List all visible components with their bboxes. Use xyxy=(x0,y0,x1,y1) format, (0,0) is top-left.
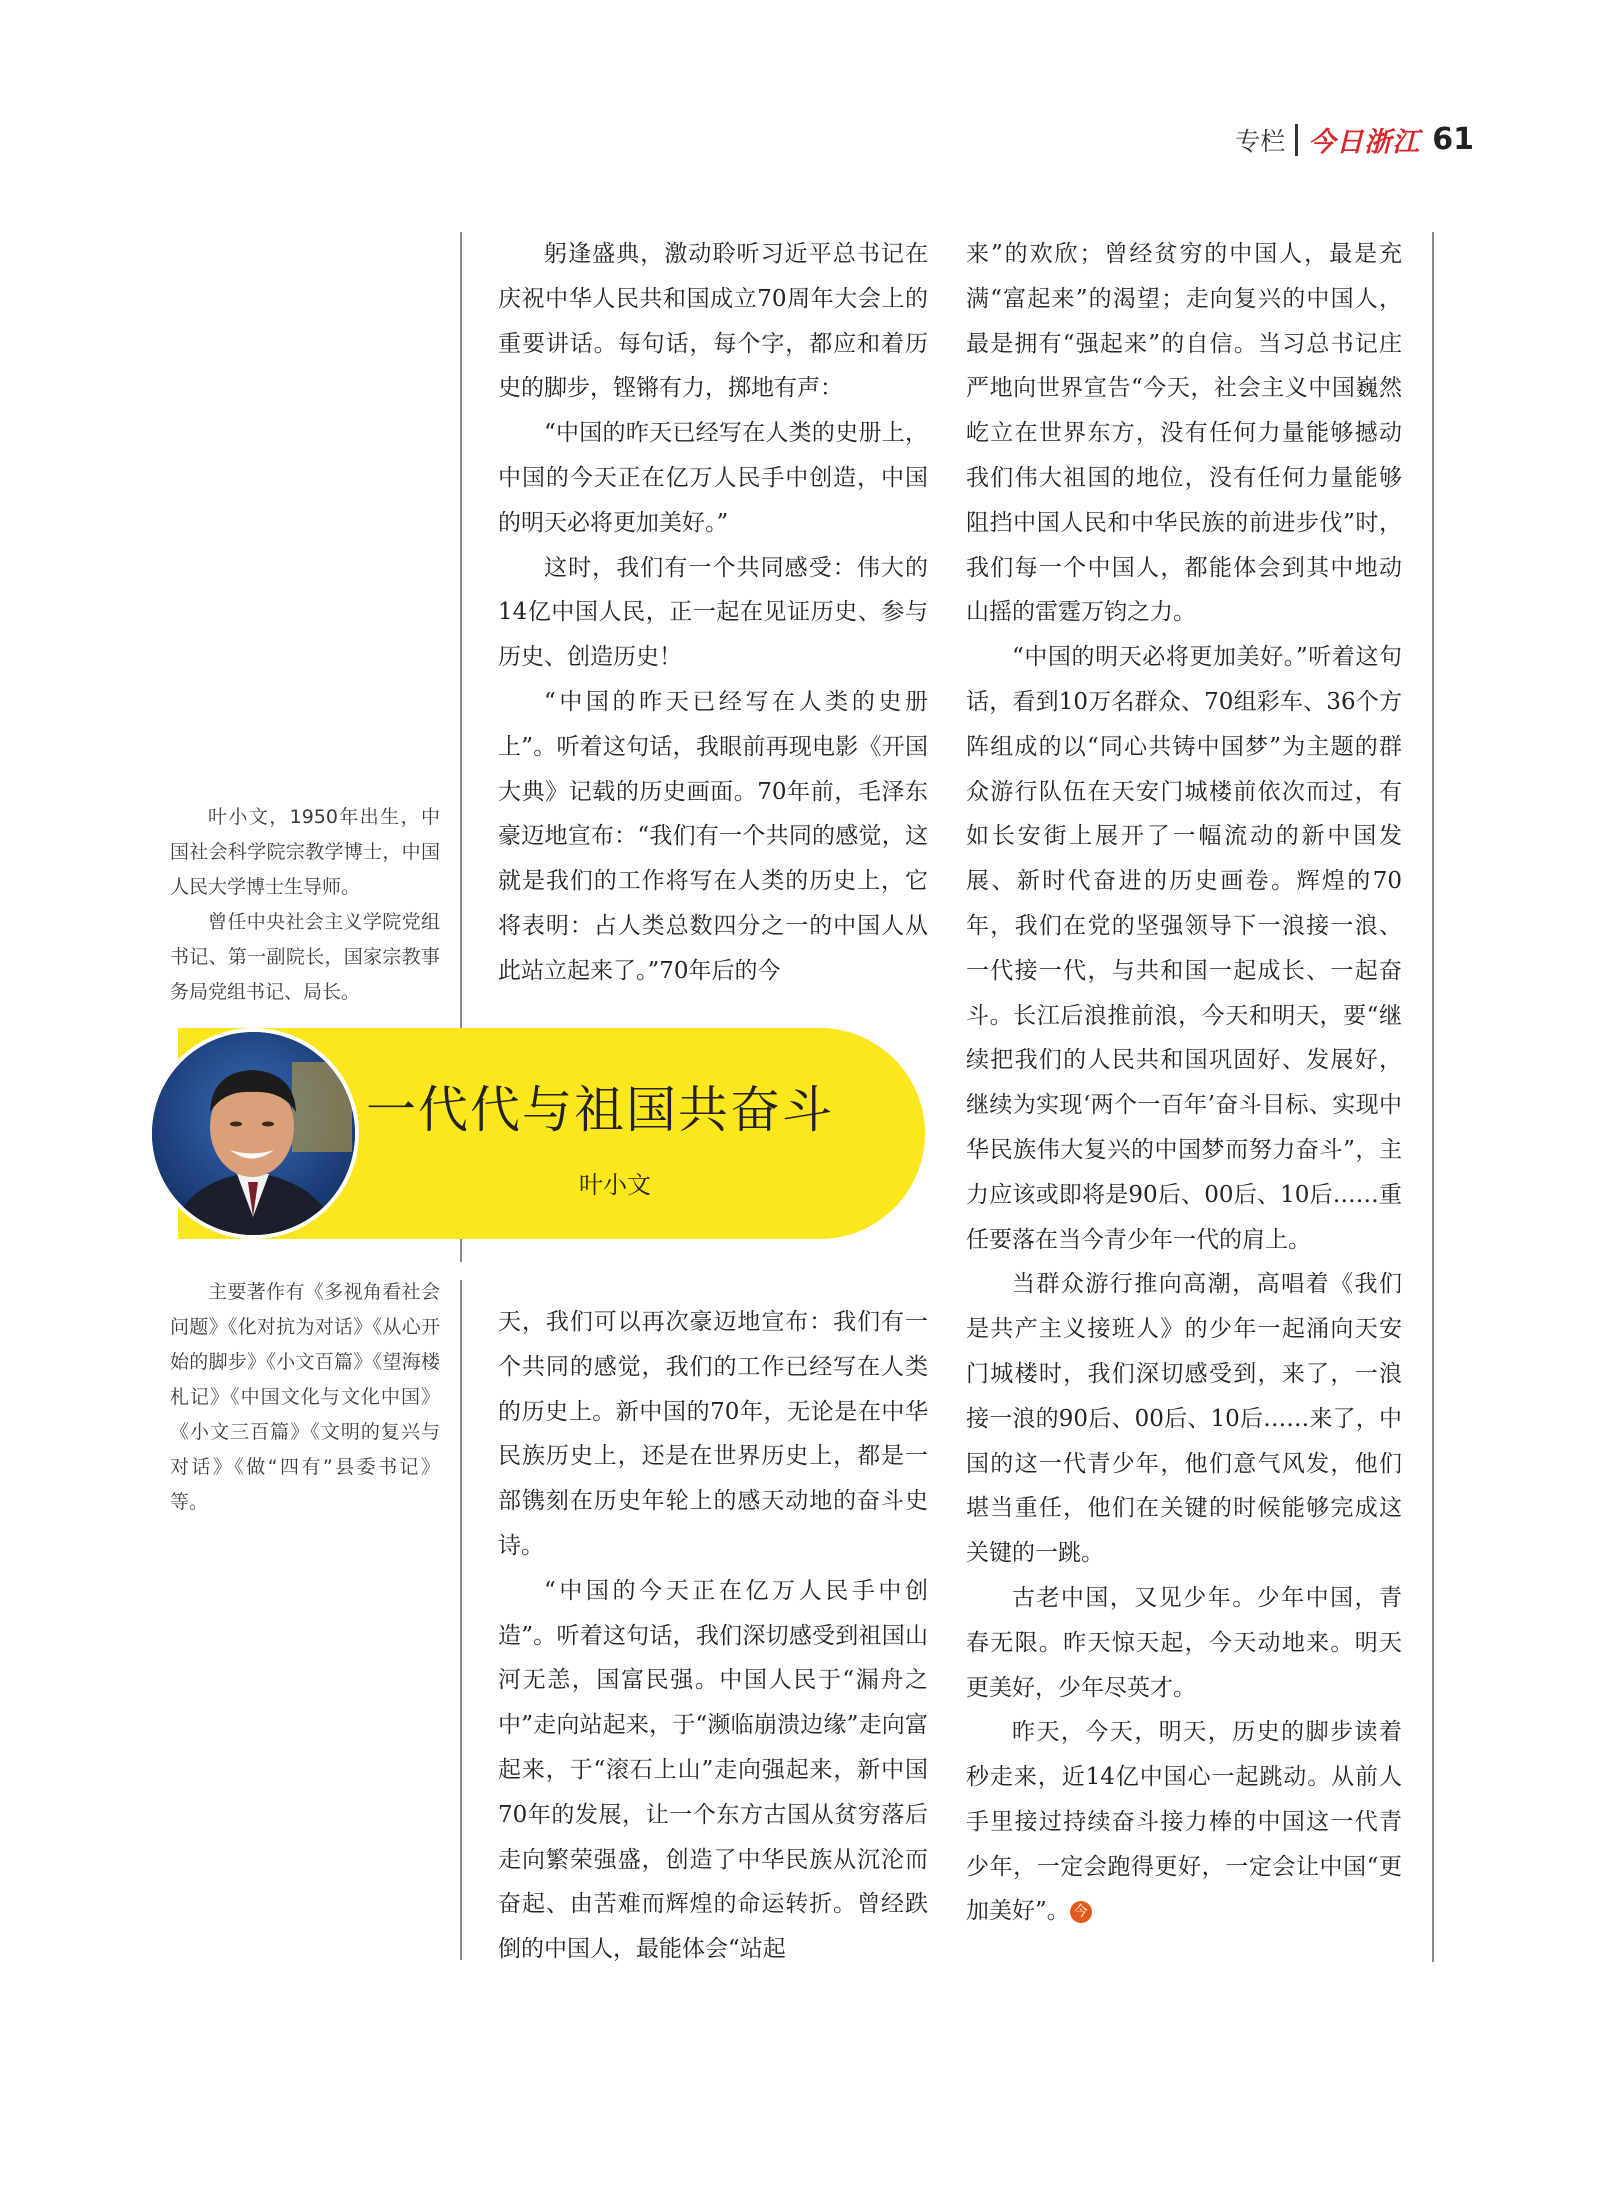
body-column-1 xyxy=(498,232,928,992)
paragraph: 这时，我们有一个共同感受：伟大的14亿中国人民，正一起在见证历史、参与历史、创造历史！ xyxy=(498,554,928,671)
paragraph: “中国的昨天已经写在人类的史册上”。听着这句话，我眼前再现电影《开国大典》记载的历史画面。70年前，毛泽东豪迈地宣布：“我们有一个共同的感觉，这就是我们的工作将写在人类的历史上，它将表明：占人类总数四分之一的中国人从此站立起来了。”70年后的今 xyxy=(498,688,928,984)
page-header xyxy=(1235,120,1474,159)
paragraph: 古老中国，又见少年。少年中国，青春无限。昨天惊天起，今天动地来。明天更美好，少年尽英才。 xyxy=(966,1584,1402,1701)
paragraph: 天，我们可以再次豪迈地宣布：我们有一个共同的感觉，我们的工作已经写在人类的历史上。新中国的70年，无论是在中华民族历史上，还是在世界历史上，都是一部镌刻在历史年轮上的感天动地的奋斗史诗。 xyxy=(498,1309,928,1559)
magazine-logo: 今日浙江 xyxy=(1308,127,1421,158)
paragraph: 当群众游行推向高潮，高唱着《我们是共产主义接班人》的少年一起涌向天安门城楼时，我们深切感受到，来了，一浪接一浪的90后、00后、10后……来了，中国的这一代青少年，他们意气风发，他们堪当重任，他们在关键的时候能够完成这关键的一跳。 xyxy=(966,1271,1402,1567)
author-portrait-image xyxy=(152,1032,355,1235)
body-column-2 xyxy=(498,1300,928,1990)
page-number: 61 xyxy=(1432,122,1474,157)
author-photo xyxy=(148,1028,359,1239)
paragraph: “中国的今天正在亿万人民手中创造”。听着这句话，我们深切感受到祖国山河无恙，国富民强。中国人民于“漏舟之中”走向站起来，于“濒临崩溃边缘”走向富起来，于“滚石上山”走向强起来，新中国70年的发展，让一个东方古国从贫穷落后走向繁荣强盛，创造了中华民族从沉沦而奋起、由苦难而辉煌的命运转折。曾经跌倒的中国人，最能体会“站起 xyxy=(498,1577,928,1963)
paragraph xyxy=(966,1710,1402,1934)
author-bio-top xyxy=(170,800,440,1010)
header-divider xyxy=(1295,124,1298,156)
column-rule-left-lower xyxy=(460,1280,462,1960)
article-author: 叶小文 xyxy=(579,1171,651,1199)
body-column-3 xyxy=(966,232,1402,1992)
bio-paragraph: 曾任中央社会主义学院党组书记、第一副院长，国家宗教事务局党组书记、局长。 xyxy=(170,911,440,1003)
section-label: 专栏 xyxy=(1235,126,1286,156)
paragraph: 来”的欢欣；曾经贫穷的中国人，最是充满“富起来”的渴望；走向复兴的中国人，最是拥有“强起来”的自信。当习总书记庄严地向世界宣告“今天，社会主义中国巍然屹立在世界东方，没有任何力量能够撼动我们伟大祖国的地位，没有任何力量能够阻挡中国人民和中华民族的前进步伐”时，我们每一个中国人，都能体会到其中地动山摇的雷霆万钧之力。 xyxy=(966,241,1402,626)
end-mark-icon: 今 xyxy=(1070,1901,1092,1923)
paragraph: 躬逢盛典，激动聆听习近平总书记在庆祝中华人民共和国成立70周年大会上的重要讲话。每句话，每个字，都应和着历史的脚步，铿锵有力，掷地有声： xyxy=(498,241,928,402)
article-title: 一代代与祖国共奋斗 xyxy=(366,1081,834,1139)
bio-paragraph: 主要著作有《多视角看社会问题》《化对抗为对话》《从心开始的脚步》《小文百篇》《望海楼札记》《中国文化与文化中国》《小文三百篇》《文明的复兴与对话》《做“四有”县委书记》等。 xyxy=(170,1281,440,1513)
bio-paragraph: 叶小文，1950年出生，中国社会科学院宗教学博士，中国人民大学博士生导师。 xyxy=(170,806,440,898)
paragraph-text: 昨天，今天，明天，历史的脚步读着秒走来，近14亿中国心一起跳动。从前人手里接过持续奋斗接力棒的中国这一代青少年，一定会跑得更好，一定会让中国“更加美好”。 xyxy=(966,1719,1402,1925)
paragraph: “中国的明天必将更加美好。”听着这句话，看到10万名群众、70组彩车、36个方阵组成的以“同心共铸中国梦”为主题的群众游行队伍在天安门城楼前依次而过，有如长安街上展开了一幅流动的新中国发展、新时代奋进的历史画卷。辉煌的70年，我们在党的坚强领导下一浪接一浪、一代接一代，与共和国一起成长、一起奋斗。长江后浪推前浪，今天和明天，要“继续把我们的人民共和国巩固好、发展好，继续为实现‘两个一百年’奋斗目标、实现中华民族伟大复兴的中国梦而努力奋斗”，主力应该或即将是90后、00后、10后……重任要落在当今青少年一代的肩上。 xyxy=(966,644,1402,1253)
author-bio-works xyxy=(170,1275,440,1520)
paragraph: “中国的昨天已经写在人类的史册上，中国的今天正在亿万人民手中创造，中国的明天必将更加美好。” xyxy=(498,420,928,536)
column-rule-right xyxy=(1432,232,1434,1962)
